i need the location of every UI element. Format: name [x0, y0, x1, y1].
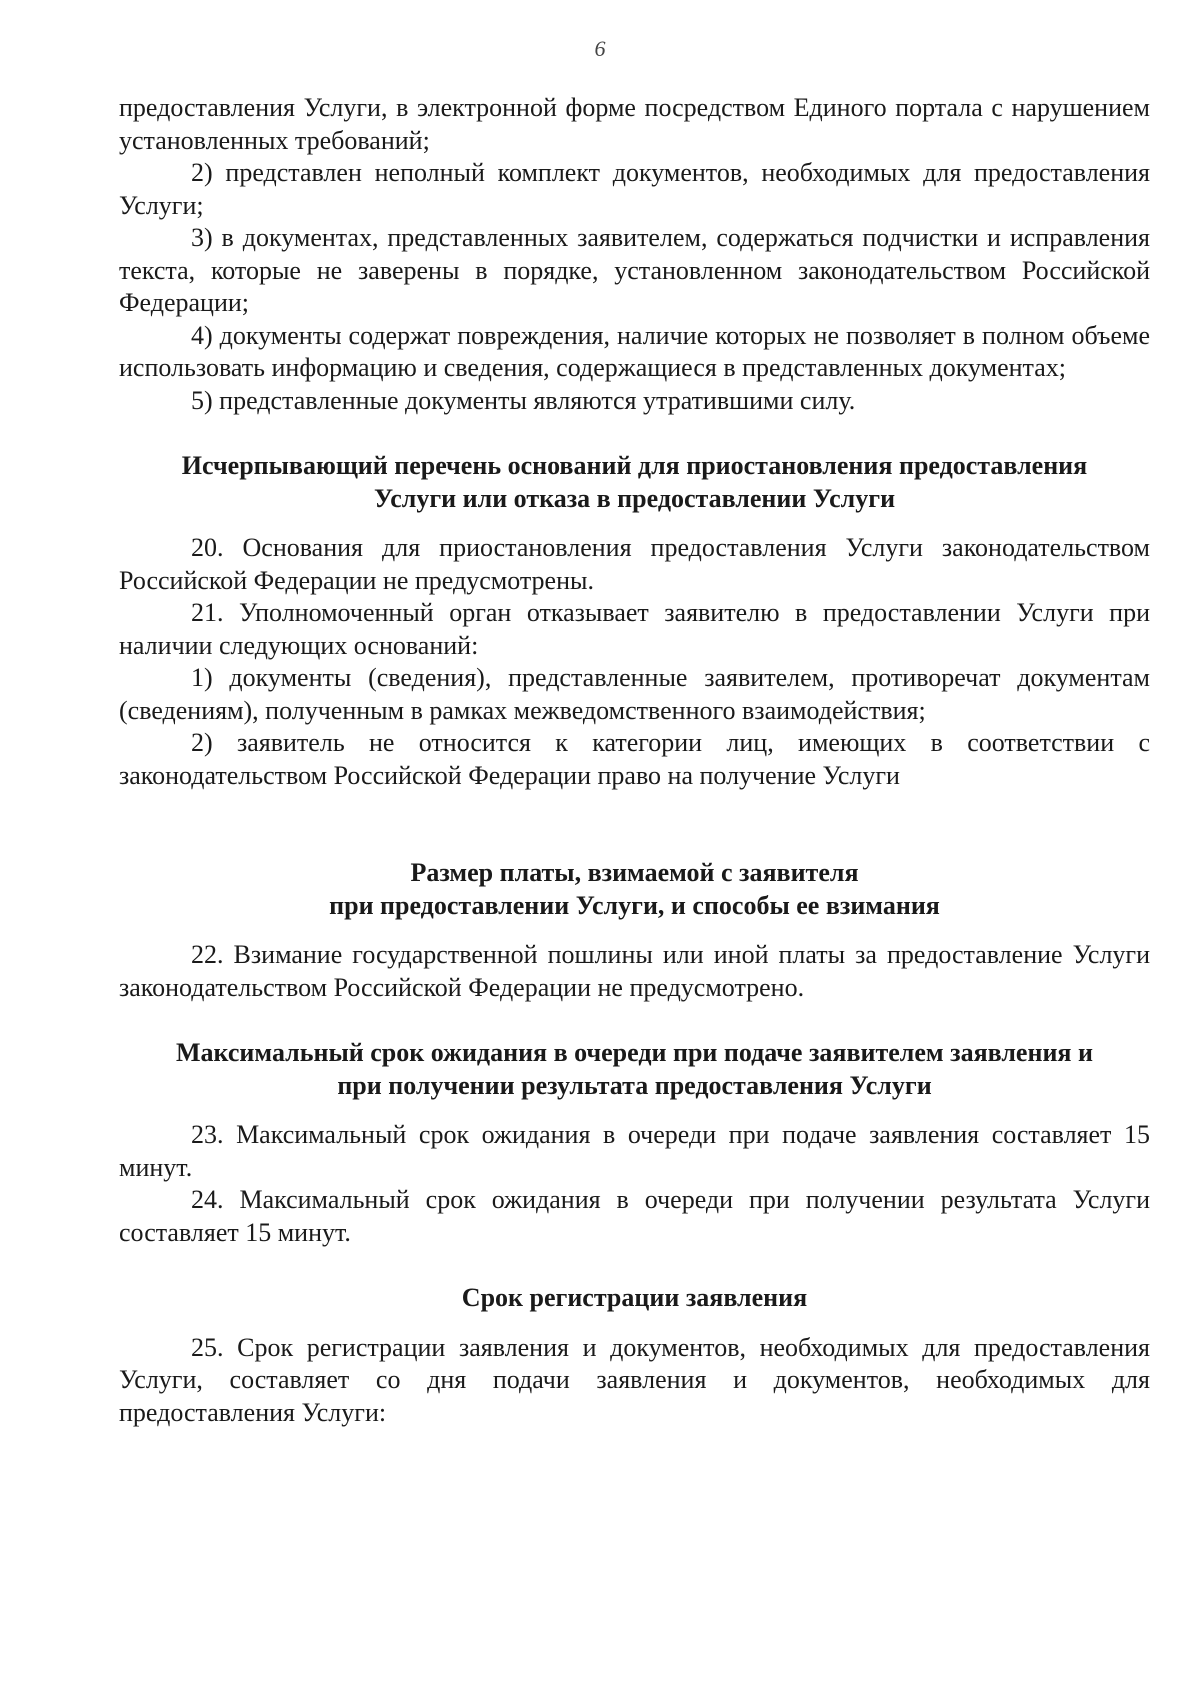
- paragraph-21: 21. Уполномоченный орган отказывает заявителю в предоставлении Услуги при наличии следующих оснований:: [119, 598, 1150, 660]
- heading-line: при получении результата предоставления Услуги: [337, 1070, 932, 1100]
- intro-item-4: 4) документы содержат повреждения, наличие которых не позволяет в полном объеме использовать информацию и сведения, содержащиеся в представленных документах;: [119, 320, 1150, 382]
- document-body: [119, 92, 1150, 1429]
- paragraph-22: 22. Взимание государственной пошлины или иной платы за предоставление Услуги законодательством Российской Федерации не предусмотрено.: [119, 940, 1150, 1002]
- heading-line: Срок регистрации заявления: [461, 1283, 808, 1312]
- paragraph-23: 23. Максимальный срок ожидания в очереди при подаче заявления составляет 15 минут.: [119, 1120, 1150, 1182]
- section-heading-refusal: [119, 450, 1150, 515]
- intro-item-5: 5) представленные документы являются утратившими силу.: [191, 385, 856, 415]
- intro-item-3: 3) в документах, представленных заявителем, содержаться подчистки и исправления текста, которые не заверены в порядке, установленном законодательством Российской Федерации;: [119, 223, 1150, 317]
- heading-line: Размер платы, взимаемой с заявителя: [410, 858, 859, 887]
- paragraph-21-item-1: 1) документы (сведения), представленные заявителем, противоречат документам (сведениям), полученным в рамках межведомственного взаимодействия;: [119, 663, 1150, 725]
- page-number: 6: [594, 36, 606, 61]
- paragraph-20: 20. Основания для приостановления предоставления Услуги законодательством Российской Федерации не предусмотрены.: [119, 533, 1150, 595]
- heading-line: Услуги или отказа в предоставлении Услуги: [373, 483, 896, 513]
- intro-continuation: предоставления Услуги, в электронной форме посредством Единого портала с нарушением установленных требований;: [119, 93, 1150, 155]
- heading-line: при предоставлении Услуги, и способы ее взимания: [329, 890, 940, 920]
- paragraph-24: 24. Максимальный срок ожидания в очереди при получении результата Услуги составляет 15 минут.: [119, 1185, 1150, 1247]
- section-heading-fee: [119, 857, 1150, 922]
- section-heading-registration: [119, 1282, 1150, 1315]
- intro-item-2: 2) представлен неполный комплект документов, необходимых для предоставления Услуги;: [119, 158, 1150, 220]
- paragraph-21-item-2: 2) заявитель не относится к категории лиц, имеющих в соответствии с законодательством Российской Федерации право на получение Услуги: [119, 728, 1150, 790]
- heading-line: Максимальный срок ожидания в очереди при подаче заявителем заявления и: [176, 1038, 1093, 1067]
- heading-line: Исчерпывающий перечень оснований для приостановления предоставления: [181, 451, 1088, 480]
- paragraph-25: 25. Срок регистрации заявления и документов, необходимых для предоставления Услуги, составляет со дня подачи заявления и документов, необходимых для предоставления Услуги:: [119, 1332, 1150, 1427]
- section-heading-queue: [119, 1037, 1150, 1102]
